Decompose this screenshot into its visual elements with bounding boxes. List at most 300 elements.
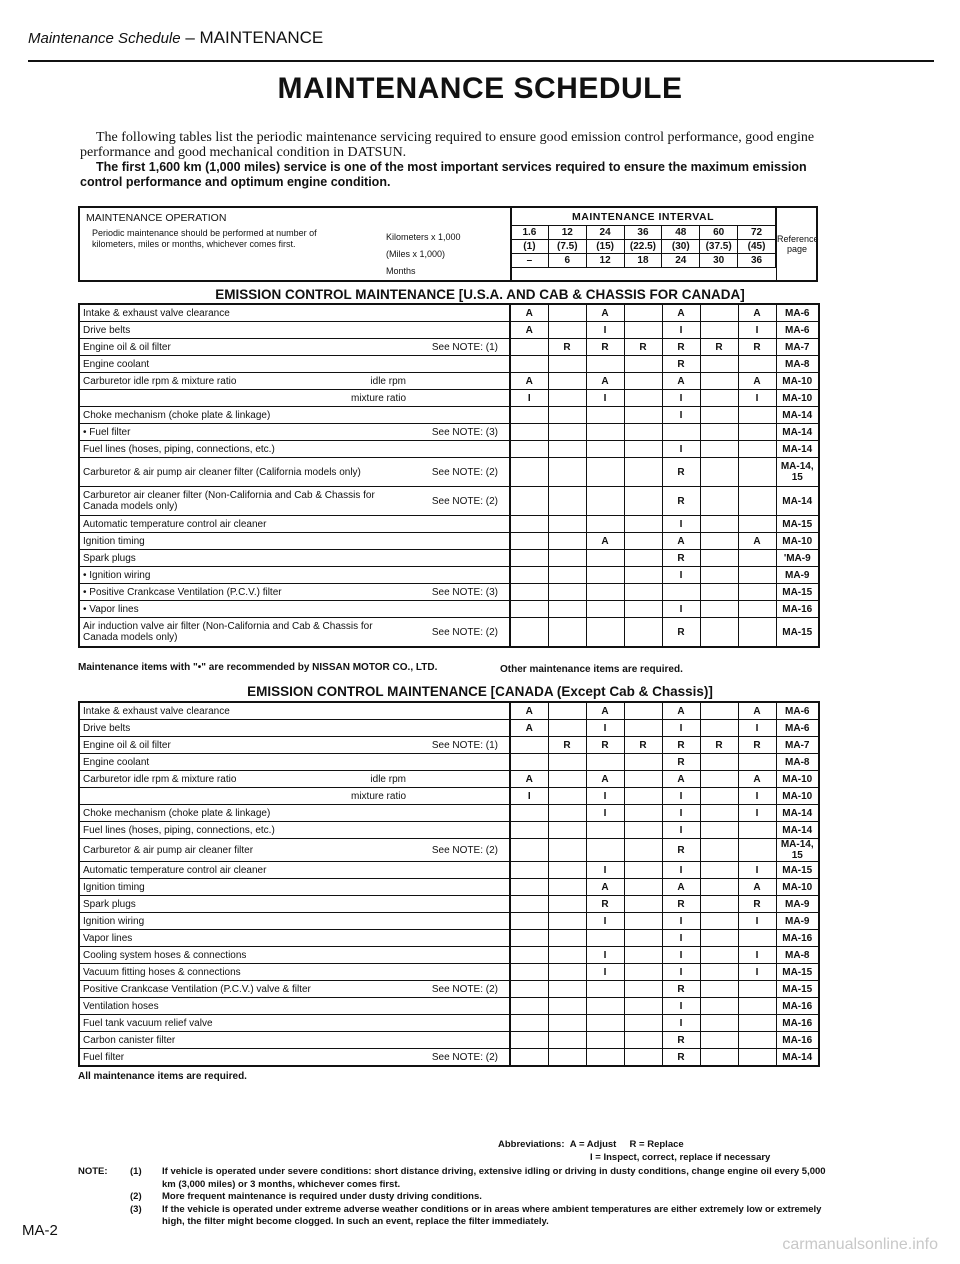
reference-page: MA-14	[776, 424, 819, 441]
operation-label: Engine coolant	[83, 358, 150, 370]
operation-label: Fuel lines (hoses, piping, connections, etc.)	[83, 443, 275, 455]
interval-mark	[586, 516, 624, 533]
interval-mark	[700, 533, 738, 550]
interval-mark: A	[662, 702, 700, 720]
interval-mark	[548, 487, 586, 516]
interval-mark	[738, 754, 776, 771]
watermark: carmanualsonline.info	[782, 1236, 938, 1253]
operation-note: idle rpm	[370, 773, 406, 785]
operation-label: Choke mechanism (choke plate & linkage)	[83, 807, 271, 819]
operation-label: Carburetor idle rpm & mixture ratio	[83, 375, 237, 387]
interval-mark	[548, 567, 586, 584]
interval-mark	[548, 913, 586, 930]
interval-mark: I	[738, 913, 776, 930]
operation-label: Positive Crankcase Ventilation (P.C.V.) valve & filter	[83, 983, 311, 995]
operation-label: Drive belts	[83, 722, 131, 734]
table-row	[79, 702, 819, 720]
note-2	[78, 1191, 838, 1204]
km-label: Kilometers x 1,000	[386, 232, 461, 242]
interval-mark: A	[510, 771, 548, 788]
interval-mark	[700, 879, 738, 896]
interval-mark: A	[586, 533, 624, 550]
abbreviations	[498, 1138, 770, 1164]
interval-mark	[510, 601, 548, 618]
interval-mark: R	[662, 550, 700, 567]
interval-mark	[624, 896, 662, 913]
interval-mark	[586, 754, 624, 771]
interval-mark	[510, 839, 548, 862]
interval-cell: 12	[586, 254, 624, 268]
intro-text	[80, 130, 824, 190]
interval-mark	[738, 618, 776, 648]
interval-mark	[548, 390, 586, 407]
interval-mark: I	[738, 322, 776, 339]
interval-cell: 12	[548, 226, 586, 240]
interval-mark	[662, 424, 700, 441]
table-row	[79, 584, 819, 601]
table-row	[79, 516, 819, 533]
operation-label: • Ignition wiring	[83, 569, 151, 581]
operation-label: • Positive Crankcase Ventilation (P.C.V.) filter	[83, 586, 282, 598]
interval-mark: I	[738, 964, 776, 981]
interval-mark: I	[662, 964, 700, 981]
interval-mark: A	[586, 373, 624, 390]
interval-mark	[586, 1032, 624, 1049]
interval-mark	[700, 390, 738, 407]
operation-cell-content	[83, 467, 506, 478]
interval-mark	[548, 441, 586, 458]
interval-mark	[624, 947, 662, 964]
interval-mark: A	[510, 322, 548, 339]
table-row	[79, 322, 819, 339]
interval-mark: I	[586, 947, 624, 964]
interval-mark: A	[738, 702, 776, 720]
interval-mark: I	[662, 930, 700, 947]
reference-page: MA-10	[776, 390, 819, 407]
operation-cell	[79, 720, 510, 737]
interval-mark	[700, 896, 738, 913]
interval-mark	[624, 516, 662, 533]
interval-mark: I	[738, 720, 776, 737]
section2-table	[78, 701, 820, 1067]
operation-cell	[79, 998, 510, 1015]
note-3-key: (3)	[130, 1203, 142, 1215]
operation-label: Engine coolant	[83, 756, 150, 768]
operation-cell	[79, 964, 510, 981]
interval-mark	[624, 373, 662, 390]
operation-cell	[79, 913, 510, 930]
interval-mark	[510, 862, 548, 879]
interval-mark: R	[586, 737, 624, 754]
reference-page: MA-14	[776, 1049, 819, 1067]
interval-mark	[586, 1049, 624, 1067]
interval-mark	[624, 913, 662, 930]
interval-mark	[700, 322, 738, 339]
interval-header-table	[78, 206, 818, 282]
reference-page: MA-6	[776, 322, 819, 339]
operation-label: Ignition wiring	[83, 915, 145, 927]
interval-cell: (30)	[662, 240, 700, 254]
note-label: NOTE:	[78, 1166, 108, 1177]
table-row	[79, 771, 819, 788]
interval-mark	[624, 788, 662, 805]
reference-page: MA-14	[776, 407, 819, 424]
interval-mark	[700, 913, 738, 930]
interval-mark	[624, 1015, 662, 1032]
interval-mark	[548, 788, 586, 805]
interval-mark	[586, 407, 624, 424]
interval-mark: A	[586, 304, 624, 322]
interval-mark	[510, 1032, 548, 1049]
interval-mark	[548, 1049, 586, 1067]
interval-mark	[700, 771, 738, 788]
operation-label: Drive belts	[83, 324, 131, 336]
interval-mark	[548, 720, 586, 737]
interval-mark	[624, 304, 662, 322]
table-row	[79, 981, 819, 998]
interval-mark	[586, 584, 624, 601]
operation-note: See NOTE: (1)	[431, 739, 498, 751]
interval-mark	[624, 424, 662, 441]
interval-mark	[624, 322, 662, 339]
interval-mark	[738, 601, 776, 618]
interval-mark	[548, 550, 586, 567]
interval-mark: I	[662, 601, 700, 618]
interval-mark: I	[586, 964, 624, 981]
operation-note: See NOTE: (2)	[431, 466, 498, 478]
operation-cell-content	[83, 393, 506, 404]
table-row	[79, 373, 819, 390]
interval-mark	[548, 998, 586, 1015]
operation-cell-content	[83, 825, 506, 836]
interval-mark	[586, 618, 624, 648]
interval-mark: I	[662, 998, 700, 1015]
operation-cell-content	[83, 865, 506, 876]
interval-mark	[700, 981, 738, 998]
interval-mark	[738, 584, 776, 601]
operation-cell	[79, 516, 510, 533]
operation-cell	[79, 304, 510, 322]
operation-label: Intake & exhaust valve clearance	[83, 307, 230, 319]
operation-cell	[79, 788, 510, 805]
interval-mark	[548, 947, 586, 964]
interval-mark	[700, 754, 738, 771]
interval-mark	[738, 550, 776, 567]
interval-mark: A	[586, 879, 624, 896]
interval-mark: R	[586, 339, 624, 356]
abbr-replace: R = Replace	[629, 1139, 684, 1150]
interval-mark	[700, 441, 738, 458]
operation-label: Cooling system hoses & connections	[83, 949, 247, 961]
table-row	[79, 896, 819, 913]
interval-cell: 72	[738, 226, 776, 240]
interval-mark	[700, 998, 738, 1015]
abbreviations-label: Abbreviations:	[498, 1139, 565, 1150]
interval-mark	[586, 601, 624, 618]
interval-mark	[700, 601, 738, 618]
interval-mark	[624, 601, 662, 618]
interval-mark	[738, 516, 776, 533]
interval-mark	[548, 862, 586, 879]
interval-mark	[510, 458, 548, 487]
interval-mark: R	[662, 737, 700, 754]
section1-table	[78, 303, 820, 648]
interval-mark	[624, 487, 662, 516]
table-row	[79, 788, 819, 805]
interval-mark	[548, 458, 586, 487]
reference-page: MA-16	[776, 601, 819, 618]
interval-mark	[738, 839, 776, 862]
reference-label: Reference	[777, 234, 819, 244]
table-row	[79, 839, 819, 862]
interval-mark: R	[700, 339, 738, 356]
interval-mark	[510, 487, 548, 516]
operation-cell-content	[83, 723, 506, 734]
interval-mark	[624, 964, 662, 981]
operation-cell	[79, 390, 510, 407]
operation-note: See NOTE: (2)	[431, 626, 498, 638]
interval-mark: A	[586, 771, 624, 788]
header-section: MAINTENANCE	[199, 28, 324, 47]
interval-cell: 24	[586, 226, 624, 240]
interval-mark: R	[548, 339, 586, 356]
reference-page: MA-15	[776, 981, 819, 998]
operation-label: Engine oil & oil filter	[83, 739, 171, 751]
interval-mark: R	[662, 896, 700, 913]
interval-cell: (37.5)	[700, 240, 738, 254]
operation-cell-content	[83, 325, 506, 336]
interval-mark	[548, 304, 586, 322]
operation-cell-content	[83, 967, 506, 978]
interval-mark	[700, 424, 738, 441]
interval-mark: R	[662, 487, 700, 516]
interval-mark: A	[662, 879, 700, 896]
table-row	[79, 822, 819, 839]
table-row	[79, 441, 819, 458]
interval-mark: I	[510, 788, 548, 805]
operation-cell	[79, 339, 510, 356]
interval-mark	[700, 862, 738, 879]
operation-cell	[79, 754, 510, 771]
interval-mark	[548, 533, 586, 550]
interval-mark: R	[738, 339, 776, 356]
interval-mark: A	[662, 533, 700, 550]
page-label: page	[786, 244, 808, 254]
reference-page: MA-10	[776, 771, 819, 788]
operation-description: Periodic maintenance should be performed at number of kilometers, miles or months, whichever comes first.	[92, 228, 317, 249]
interval-mark	[586, 487, 624, 516]
operation-cell	[79, 550, 510, 567]
interval-mark: I	[662, 822, 700, 839]
reference-page: MA-10	[776, 373, 819, 390]
interval-mark	[548, 322, 586, 339]
interval-mark	[586, 998, 624, 1015]
operation-label: Fuel filter	[83, 1051, 125, 1063]
operation-note: See NOTE: (2)	[431, 495, 498, 507]
table-row	[79, 356, 819, 373]
interval-mark: R	[548, 737, 586, 754]
miles-row	[511, 240, 776, 254]
reference-page: MA-14	[776, 441, 819, 458]
interval-mark	[700, 788, 738, 805]
interval-mark	[738, 1015, 776, 1032]
interval-mark: R	[624, 339, 662, 356]
interval-mark	[624, 390, 662, 407]
interval-mark	[548, 896, 586, 913]
interval-mark	[548, 981, 586, 998]
interval-cell: –	[511, 254, 549, 268]
operation-label: Carburetor & air pump air cleaner filter (California models only)	[83, 466, 361, 478]
reference-page: MA-10	[776, 788, 819, 805]
interval-mark: I	[738, 805, 776, 822]
interval-mark	[624, 407, 662, 424]
operation-cell-content	[83, 808, 506, 819]
reference-page: MA-14	[776, 822, 819, 839]
interval-mark	[624, 805, 662, 822]
interval-mark: I	[662, 441, 700, 458]
interval-mark	[548, 1032, 586, 1049]
interval-mark: I	[662, 947, 700, 964]
page-title: MAINTENANCE SCHEDULE	[277, 72, 683, 105]
operation-note: idle rpm	[370, 375, 406, 387]
reference-page: 'MA-9	[776, 550, 819, 567]
operation-cell-content	[83, 359, 506, 370]
operation-note: See NOTE: (3)	[431, 426, 498, 438]
interval-mark	[700, 356, 738, 373]
interval-mark	[510, 1049, 548, 1067]
interval-mark: A	[738, 533, 776, 550]
reference-page: MA-7	[776, 737, 819, 754]
interval-mark	[624, 441, 662, 458]
operation-cell	[79, 879, 510, 896]
interval-mark	[586, 567, 624, 584]
interval-cell: (1)	[511, 240, 549, 254]
table-row	[79, 533, 819, 550]
interval-mark	[548, 407, 586, 424]
operation-title: MAINTENANCE OPERATION	[86, 212, 227, 224]
table-row	[79, 964, 819, 981]
interval-mark	[700, 407, 738, 424]
interval-mark	[624, 702, 662, 720]
interval-mark: A	[738, 879, 776, 896]
interval-mark	[700, 839, 738, 862]
reference-page: MA-15	[776, 618, 819, 648]
interval-mark	[510, 998, 548, 1015]
interval-mark: A	[662, 304, 700, 322]
section1-footnote-left: Maintenance items with "•" are recommended by NISSAN MOTOR CO., LTD.	[78, 662, 438, 673]
interval-mark	[510, 1015, 548, 1032]
interval-mark	[548, 618, 586, 648]
header-section-italic: Maintenance Schedule	[28, 30, 181, 47]
interval-mark	[548, 373, 586, 390]
operation-label: Engine oil & oil filter	[83, 341, 171, 353]
operation-cell	[79, 1015, 510, 1032]
reference-page: MA-9	[776, 896, 819, 913]
operation-cell	[79, 737, 510, 754]
interval-mark	[510, 516, 548, 533]
interval-mark	[738, 930, 776, 947]
interval-mark	[548, 516, 586, 533]
interval-mark	[700, 1015, 738, 1032]
operation-cell-content	[83, 1001, 506, 1012]
table-row	[79, 998, 819, 1015]
interval-mark: A	[738, 304, 776, 322]
operation-cell	[79, 533, 510, 550]
note-3	[78, 1204, 838, 1229]
operation-cell	[79, 601, 510, 618]
interval-mark	[700, 1032, 738, 1049]
header-rule	[28, 60, 934, 62]
operation-cell-content	[83, 621, 506, 643]
table-row	[79, 754, 819, 771]
operation-label: Automatic temperature control air cleaner	[83, 518, 267, 530]
interval-mark	[624, 1032, 662, 1049]
operation-cell-content	[83, 490, 506, 512]
reference-page: MA-8	[776, 754, 819, 771]
interval-mark	[700, 516, 738, 533]
operation-cell-content	[83, 757, 506, 768]
operation-label: Spark plugs	[83, 552, 136, 564]
interval-cell: 24	[662, 254, 700, 268]
operation-cell	[79, 373, 510, 390]
table-row	[79, 304, 819, 322]
interval-mark	[700, 702, 738, 720]
interval-mark	[586, 356, 624, 373]
interval-mark: I	[738, 788, 776, 805]
note-1-text: If vehicle is operated under severe conditions: short distance driving, extensive idling or driving in dusty conditions, change engine oil every 5,000 km (3,000 miles) or 3 months, whichever comes first.	[162, 1166, 826, 1190]
interval-mark	[738, 356, 776, 373]
interval-mark	[624, 1049, 662, 1067]
note-2-text: More frequent maintenance is required under dusty driving conditions.	[162, 1191, 482, 1202]
operation-label: Ignition timing	[83, 881, 145, 893]
interval-mark	[700, 822, 738, 839]
interval-mark	[624, 879, 662, 896]
interval-mark: A	[738, 771, 776, 788]
reference-page: MA-14, 15	[776, 458, 819, 487]
table-row	[79, 1032, 819, 1049]
operation-note: See NOTE: (3)	[431, 586, 498, 598]
section2-footnote: All maintenance items are required.	[78, 1071, 247, 1082]
interval-mark	[738, 407, 776, 424]
interval-mark: I	[662, 862, 700, 879]
operation-label: Intake & exhaust valve clearance	[83, 705, 230, 717]
interval-cell: 36	[624, 226, 662, 240]
page-number: MA-2	[22, 1222, 58, 1239]
operation-cell-content	[83, 376, 506, 387]
interval-mark	[548, 930, 586, 947]
interval-mark	[700, 618, 738, 648]
operation-label: • Vapor lines	[83, 603, 139, 615]
operation-cell-content	[83, 570, 506, 581]
interval-mark	[548, 356, 586, 373]
interval-title: MAINTENANCE INTERVAL	[511, 208, 776, 226]
section1-footnote-right: Other maintenance items are required.	[500, 664, 683, 675]
operation-cell	[79, 407, 510, 424]
interval-cell: 36	[738, 254, 776, 268]
interval-mark	[738, 441, 776, 458]
interval-mark: R	[662, 339, 700, 356]
reference-page: MA-16	[776, 998, 819, 1015]
table-row	[79, 879, 819, 896]
interval-mark	[548, 1015, 586, 1032]
interval-mark	[510, 964, 548, 981]
interval-mark	[700, 1049, 738, 1067]
km-row	[511, 226, 776, 240]
interval-mark: I	[586, 913, 624, 930]
operation-cell	[79, 356, 510, 373]
table-row	[79, 390, 819, 407]
table-row	[79, 1015, 819, 1032]
